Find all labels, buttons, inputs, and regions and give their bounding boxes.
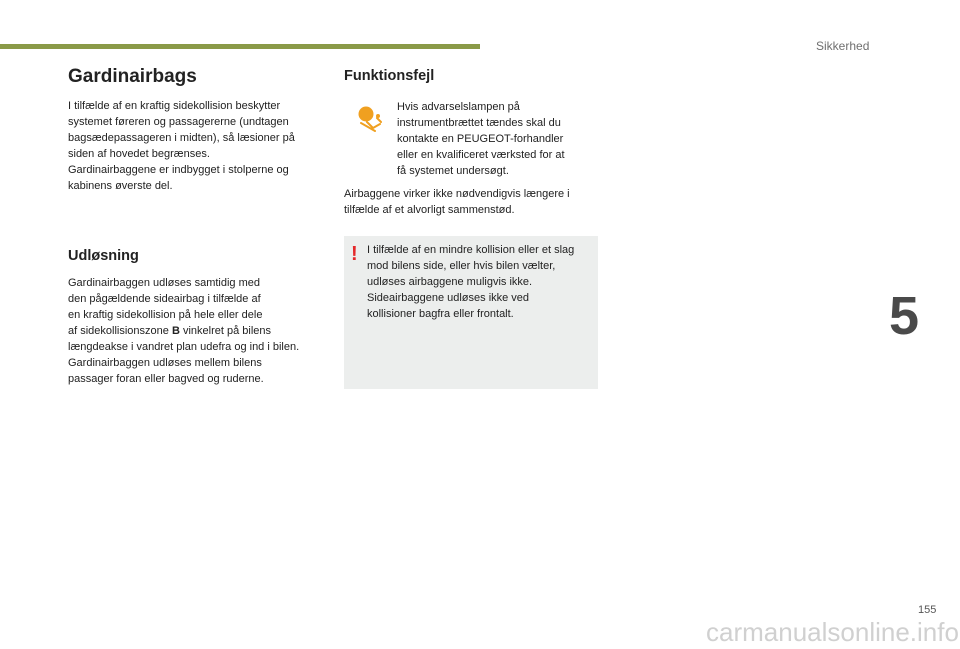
chapter-number: 5	[889, 286, 920, 346]
text-line: kollisioner bagfra eller frontalt.	[367, 308, 514, 320]
text-line: Airbaggene virker ikke nødvendigvis længere i	[344, 188, 570, 200]
page-number: 155	[918, 604, 937, 616]
text-line: mod bilens side, eller hvis bilen vælter,	[367, 260, 556, 272]
text-line: udløses airbaggene muligvis ikke.	[367, 276, 533, 288]
text-line	[68, 323, 299, 339]
note-paragraph	[367, 242, 574, 322]
text-line: kontakte en PEUGEOT-forhandler	[397, 133, 564, 145]
text-line: Hvis advarselslampen på	[397, 101, 520, 113]
text-line: den pågældende sideairbag i tilfælde af	[68, 293, 261, 305]
intro-paragraph	[68, 98, 295, 194]
text-line: kabinens øverste del.	[68, 180, 173, 192]
text-line: Sideairbaggene udløses ikke ved	[367, 292, 530, 304]
text-fragment: af sidekollisionszone	[68, 325, 172, 337]
zone-label: B	[171, 325, 180, 337]
text-line: Gardinairbaggene er indbygget i stolperne og	[68, 164, 289, 176]
text-fragment: vinkelret på bilens	[179, 325, 272, 337]
section-label: Sikkerhed	[816, 39, 870, 53]
header-accent-bar	[0, 44, 480, 49]
text-line: systemet føreren og passagererne (undtagen	[68, 116, 289, 128]
lamp-paragraph	[397, 99, 565, 179]
text-line: I tilfælde af en kraftig sidekollision beskytter	[68, 100, 281, 112]
text-line: instrumentbrættet tændes skal du	[397, 117, 561, 129]
text-line: siden af hovedet begrænses.	[68, 148, 210, 160]
text-line: bagsædepassageren i midten), så læsioner på	[68, 132, 295, 144]
text-line: eller en kvalificeret værksted for at	[397, 149, 565, 161]
text-line: tilfælde af et alvorligt sammenstød.	[344, 204, 515, 216]
airbag-warning-lamp-icon	[357, 104, 385, 132]
text-line: en kraftig sidekollision på hele eller dele	[68, 309, 263, 321]
watermark-logo: carmanualsonline.info	[706, 617, 959, 647]
text-line: Gardinairbaggen udløses mellem bilens	[68, 357, 262, 369]
info-paragraph	[344, 186, 570, 218]
text-line: passager foran eller bagved og ruderne.	[68, 373, 264, 385]
deploy-heading: Udløsning	[68, 248, 139, 264]
text-line: længdeakse i vandret plan udefra og ind i bilen.	[68, 341, 300, 353]
page-title: Gardinairbags	[68, 66, 197, 87]
text-line: få systemet undersøgt.	[397, 165, 509, 177]
text-line: I tilfælde af en mindre kollision eller et slag	[367, 244, 575, 256]
malfunction-heading: Funktionsfejl	[344, 68, 435, 84]
deploy-paragraph	[68, 275, 299, 387]
exclamation-icon: !	[351, 243, 358, 265]
text-line: Gardinairbaggen udløses samtidig med	[68, 277, 260, 289]
